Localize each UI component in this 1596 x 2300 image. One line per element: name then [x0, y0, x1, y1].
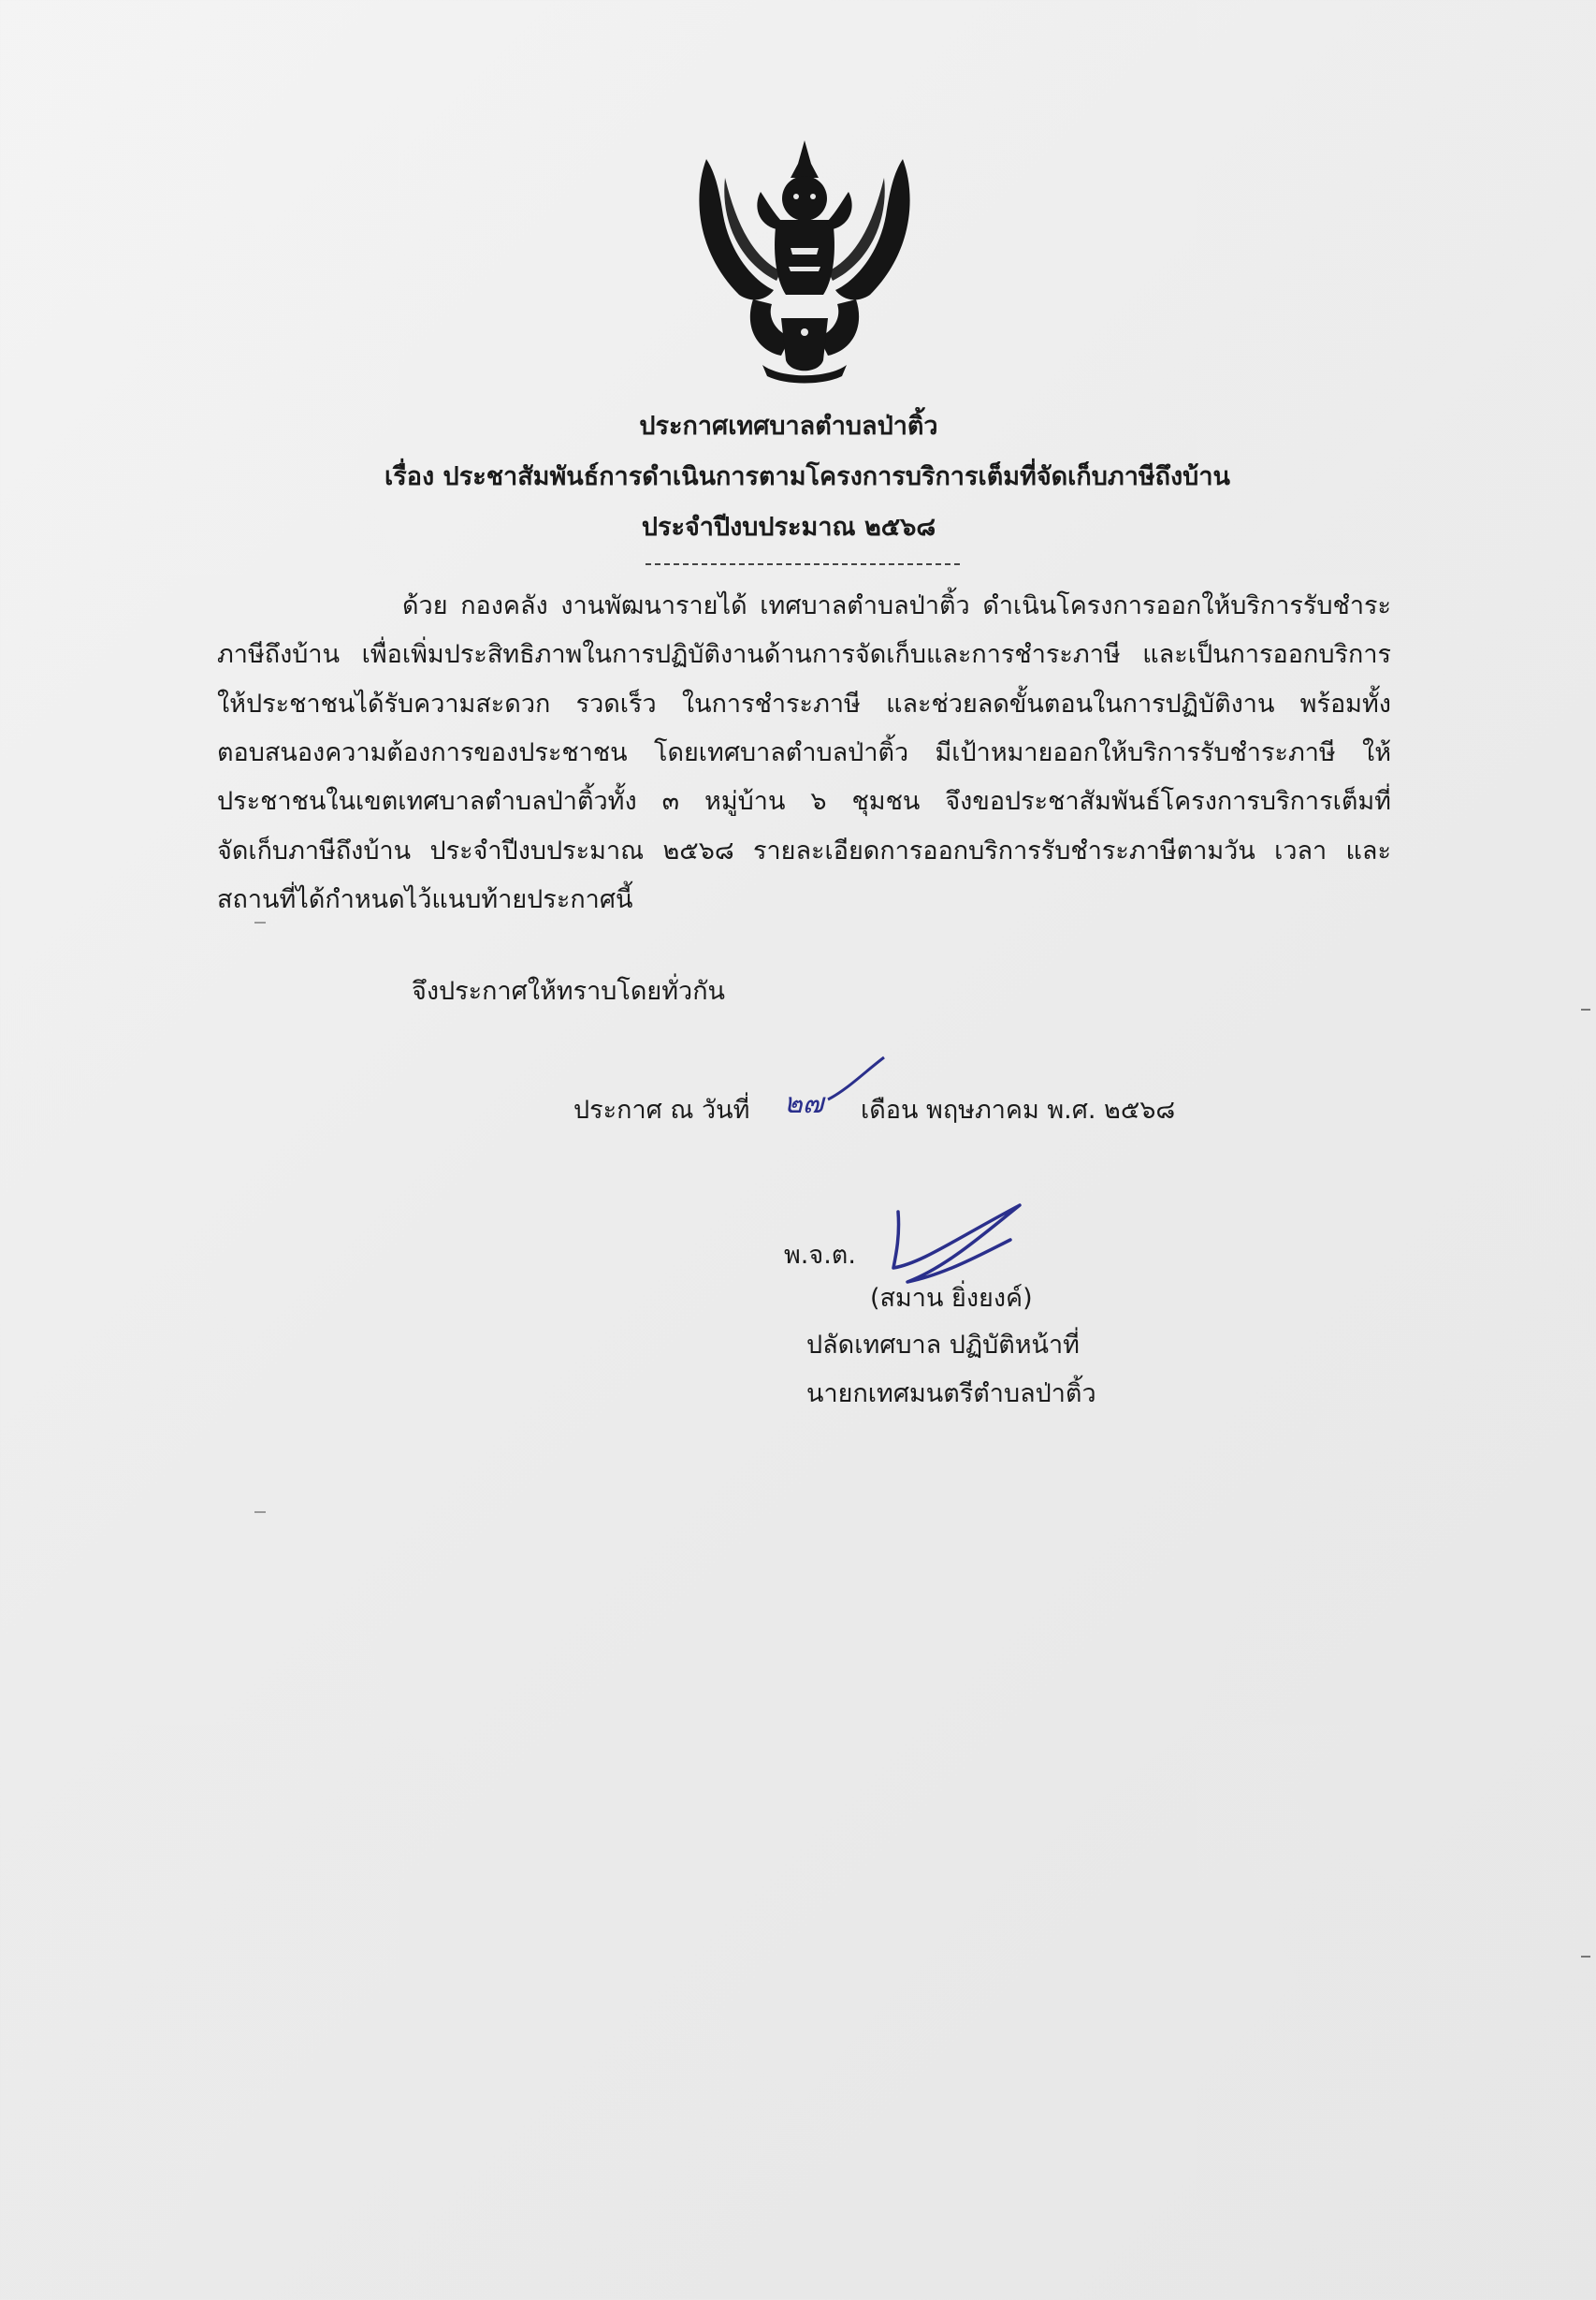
body-line-1: [402, 588, 1391, 625]
body-word: โดยเทศบาลตำบลป่าติ้ว: [653, 738, 909, 767]
body-word: จัดเก็บภาษีถึงบ้าน: [217, 837, 412, 866]
body-word: พร้อมทั้ง: [1299, 690, 1391, 719]
margin-mark: [254, 922, 266, 924]
body-word: งานพัฒนารายได้: [560, 591, 747, 620]
body-word: เทศบาลตำบลป่าติ้ว: [760, 591, 970, 620]
announcement-subject: เรื่อง ประชาสัมพันธ์การดำเนินการตามโครงการบริการเต็มที่จัดเก็บภาษีถึงบ้าน: [384, 462, 1230, 491]
acting-rank: พ.จ.ต.: [784, 1241, 856, 1270]
margin-mark: [254, 1511, 266, 1513]
date-prefix: ประกาศ ณ วันที่: [573, 1096, 750, 1125]
body-line-6: [217, 833, 1391, 870]
body-word: ดำเนินโครงการออกให้บริการรับชำระ: [982, 591, 1391, 620]
fiscal-year-line: ประจำปีงบประมาณ ๒๕๖๘: [641, 513, 936, 542]
body-word: มีเป้าหมายออกให้บริการรับชำระภาษี: [935, 738, 1336, 767]
signatory-position-1: ปลัดเทศบาล ปฏิบัติหน้าที่: [806, 1331, 1080, 1360]
date-flourish-icon: [823, 1053, 889, 1109]
body-word: รายละเอียดการออกบริการรับชำระภาษีตามวัน: [753, 837, 1255, 866]
body-word: ชุมชน: [851, 787, 921, 816]
body-word: ตอบสนองความต้องการของประชาชน: [217, 738, 628, 767]
body-word: ๒๕๖๘: [662, 837, 734, 866]
title-divider: [646, 563, 960, 565]
body-word: ๓: [661, 787, 680, 816]
body-word: และเป็นการออกบริการ: [1142, 640, 1391, 669]
body-word: ในการชำระภาษี: [681, 690, 861, 719]
body-word: และช่วยลดขั้นตอนในการปฏิบัติงาน: [886, 690, 1275, 719]
body-word: ให้ประชาชนได้รับความสะดวก: [217, 690, 551, 719]
handwritten-signature: [879, 1188, 1029, 1291]
closing-statement: จึงประกาศให้ทราบโดยทั่วกัน: [412, 977, 725, 1006]
date-suffix: เดือน พฤษภาคม พ.ศ. ๒๕๖๘: [861, 1096, 1176, 1125]
body-word: เวลา: [1274, 837, 1328, 866]
body-line-7: สถานที่ได้กำหนดไว้แนบท้ายประกาศนี้: [217, 885, 633, 914]
body-word: หมู่บ้าน: [704, 787, 786, 816]
body-word: ภาษีถึงบ้าน: [217, 640, 341, 669]
signatory-name: (สมาน ยิ่งยงค์): [870, 1284, 1033, 1313]
date-day-handwritten: ๒๗: [784, 1087, 824, 1120]
body-word: ด้วย: [402, 591, 448, 620]
body-word: ให้: [1362, 738, 1391, 767]
body-word: ประจำปีงบประมาณ: [429, 837, 645, 866]
body-line-5: [217, 783, 1391, 821]
body-word: กองคลัง: [460, 591, 548, 620]
body-line-4: [217, 735, 1391, 772]
body-word: และ: [1345, 837, 1391, 866]
body-word: จึงขอประชาสัมพันธ์โครงการบริการเต็มที่: [945, 787, 1391, 816]
signatory-position-2: นายกเทศมนตรีตำบลป่าติ้ว: [806, 1379, 1096, 1408]
body-word: ประชาชนในเขตเทศบาลตำบลป่าติ้วทั้ง: [217, 787, 637, 816]
announcement-title: ประกาศเทศบาลตำบลป่าติ้ว: [639, 412, 938, 441]
body-word: ๖: [810, 787, 827, 816]
edge-mark: [1581, 1956, 1590, 1958]
body-line-2: [217, 636, 1391, 674]
edge-mark: [1581, 1009, 1590, 1011]
body-line-3: [217, 686, 1391, 723]
body-word: รวดเร็ว: [575, 690, 657, 719]
body-word: เพื่อเพิ่มประสิทธิภาพในการปฏิบัติงานด้านการจัดเก็บและการชำระภาษี: [361, 640, 1121, 669]
garuda-emblem-icon: [688, 140, 921, 384]
